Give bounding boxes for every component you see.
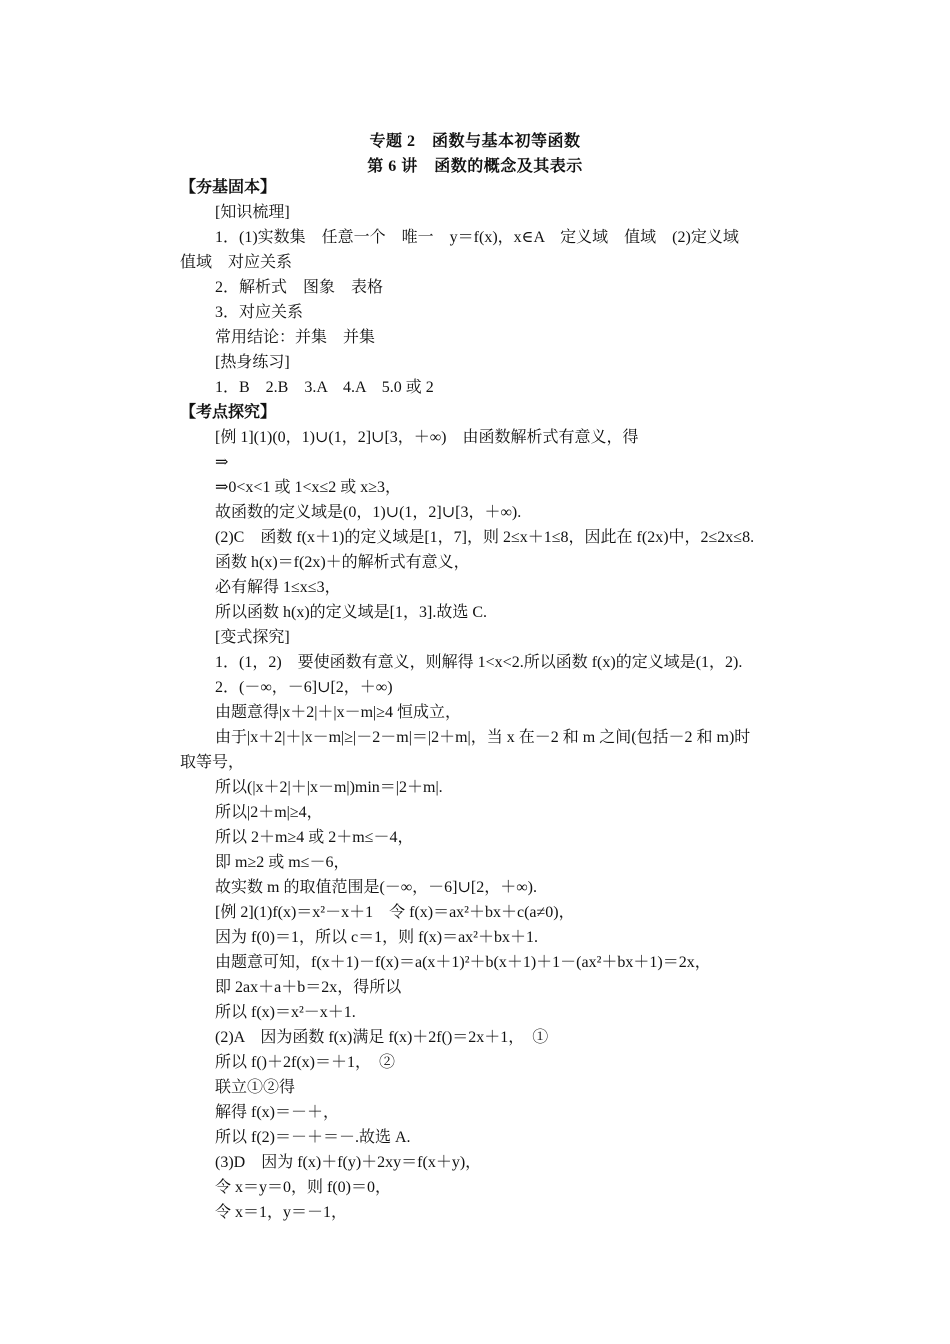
text-line: 所以函数 h(x)的定义域是[1，3].故选 C. — [215, 604, 487, 621]
text-line: 由题意可知，f(x＋1)－f(x)＝a(x＋1)²＋b(x＋1)＋1－(ax²＋bx＋1)＝2x， — [215, 954, 711, 971]
text-line: 所以 2＋m≥4 或 2＋m≤－4， — [215, 829, 414, 846]
subsection-heading: [变式探究] — [215, 629, 290, 646]
section-heading: 【夯基固本】 — [180, 179, 277, 196]
text-line: 故实数 m 的取值范围是(－∞，－6]∪[2，＋∞). — [215, 879, 537, 896]
text-line: ⇒ — [215, 454, 229, 471]
text-line: 解得 f(x)＝－＋， — [215, 1104, 339, 1121]
topic-title: 专题 2 函数与基本初等函数 — [369, 133, 581, 150]
text-line: (2)A 因为函数 f(x)满足 f(x)＋2f()＝2x＋1， ① — [215, 1029, 549, 1046]
text-line: 函数 h(x)＝f(2x)＋的解析式有意义， — [215, 554, 470, 571]
text-line: ⇒0<x<1 或 1<x≤2 或 x≥3， — [215, 479, 402, 496]
text-line: [例 1](1)(0，1)∪(1，2]∪[3，＋∞) 由函数解析式有意义，得 — [215, 429, 639, 446]
text-line: 所以(|x＋2|＋|x－m|)min＝|2＋m|. — [215, 779, 443, 796]
text-line: (2)C 函数 f(x＋1)的定义域是[1，7]，则 2≤x＋1≤8，因此在 f(2x)中，2≤2x≤8. — [215, 529, 755, 546]
text-line: 由于|x＋2|＋|x－m|≥|－2－m|＝|2＋m|，当 x 在－2 和 m 之间(包括－2 和 m)时 — [215, 729, 751, 746]
text-line: 联立①②得 — [215, 1079, 296, 1096]
text-line: 所以 f(2)＝－＋＝－.故选 A. — [215, 1129, 411, 1146]
text-line: 必有解得 1≤x≤3， — [215, 579, 341, 596]
text-line: 所以|2＋m|≥4， — [215, 804, 323, 821]
text-line: 因为 f(0)＝1，所以 c＝1，则 f(x)＝ax²＋bx＋1. — [215, 929, 538, 946]
text-line: (3)D 因为 f(x)＋f(y)＋2xy＝f(x＋y)， — [215, 1154, 482, 1171]
subsection-heading: [知识梳理] — [215, 204, 290, 221]
text-line: 所以 f()＋2f(x)＝＋1， ② — [215, 1054, 395, 1071]
text-line: 3．对应关系 — [215, 304, 304, 321]
text-line: 2．解析式 图象 表格 — [215, 279, 384, 296]
text-line: 取等号， — [180, 754, 245, 771]
text-line: [例 2](1)f(x)＝x²－x＋1 令 f(x)＝ax²＋bx＋c(a≠0)， — [215, 904, 575, 921]
text-line: 1．(1，2) 要使函数有意义，则解得 1<x<2.所以函数 f(x)的定义域是(1，2). — [215, 654, 743, 671]
text-line: 2．(－∞，－6]∪[2，＋∞) — [215, 679, 393, 696]
section-heading: 【考点探究】 — [180, 404, 277, 421]
subsection-heading: [热身练习] — [215, 354, 290, 371]
text-line: 即 2ax＋a＋b＝2x，得所以 — [215, 979, 402, 996]
text-line: 所以 f(x)＝x²－x＋1. — [215, 1004, 356, 1021]
text-line: 1．(1)实数集 任意一个 唯一 y＝f(x)，x∈A 定义域 值域 (2)定义域 — [215, 229, 739, 246]
lecture-title: 第 6 讲 函数的概念及其表示 — [367, 158, 583, 175]
text-line: 由题意得|x＋2|＋|x－m|≥4 恒成立， — [215, 704, 462, 721]
text-line: 故函数的定义域是(0，1)∪(1，2]∪[3，＋∞). — [215, 504, 522, 521]
text-line: 值域 对应关系 — [180, 254, 293, 271]
text-line: 即 m≥2 或 m≤－6， — [215, 854, 350, 871]
text-line: 令 x＝1，y＝－1， — [215, 1204, 348, 1221]
text-line: 常用结论：并集 并集 — [215, 329, 376, 346]
text-line: 1．B 2.B 3.A 4.A 5.0 或 2 — [215, 379, 434, 396]
text-line: 令 x＝y＝0，则 f(0)＝0， — [215, 1179, 391, 1196]
